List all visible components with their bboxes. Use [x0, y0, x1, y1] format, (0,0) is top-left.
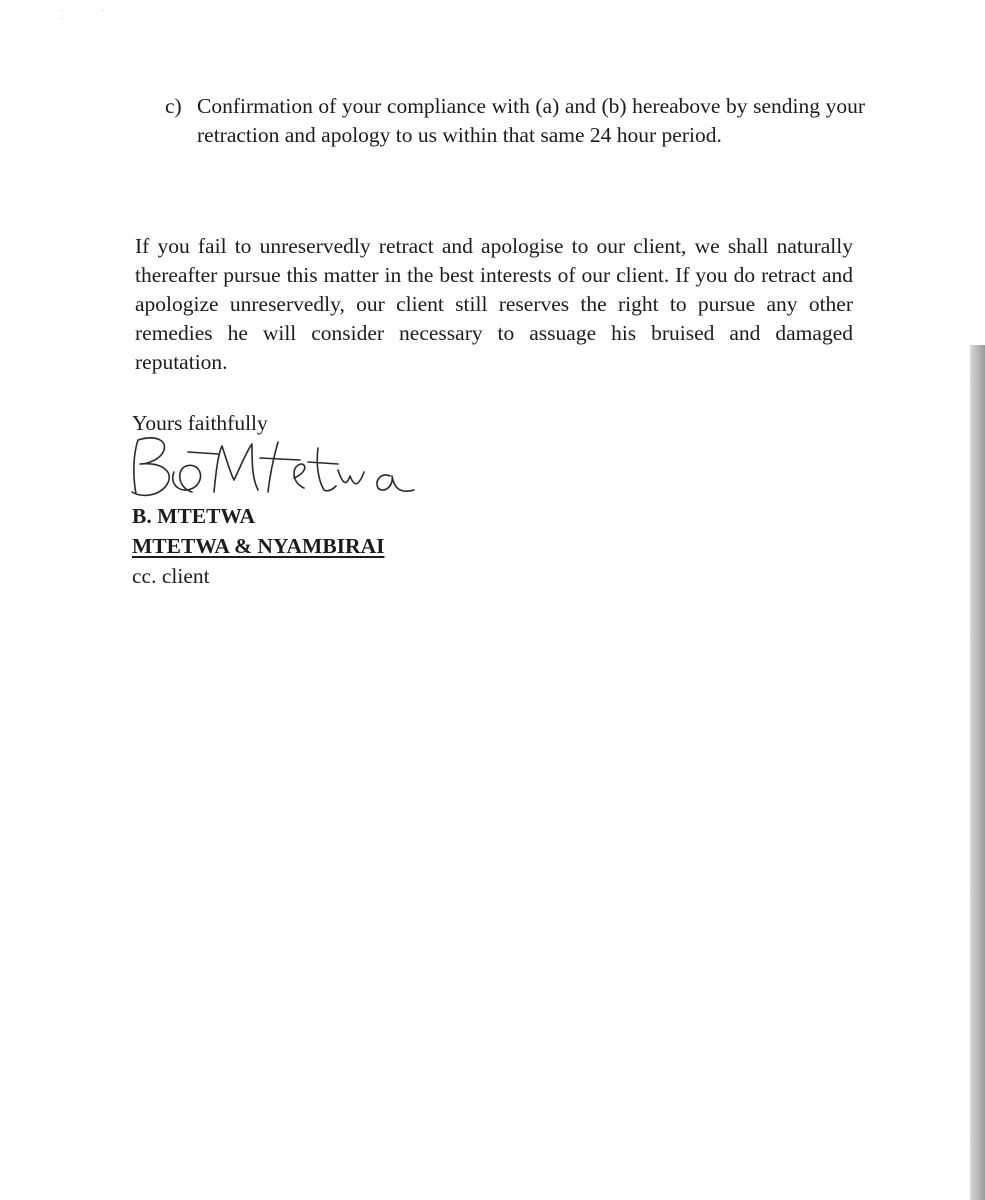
handwritten-signature [118, 432, 438, 512]
body-paragraph: If you fail to unreservedly retract and apologise to our client, we shall naturally thereafter pursue this matter in the best interests of our client. If you do retract and apologize unreservedly, our client still reserves the right to pursue any other remedies he will consider necessary to assuage his bruised and damaged reputation. [135, 234, 853, 374]
list-item-c [165, 92, 865, 150]
list-marker: c) [165, 94, 182, 118]
list-item-text: Confirmation of your compliance with (a) and (b) hereabove by sending your retraction and apology to us within that same 24 hour period. [197, 94, 865, 147]
firm-name: MTETWA & NYAMBIRAI [132, 534, 385, 558]
scan-edge-shadow [970, 345, 985, 1200]
closing-salutation: Yours faithfully [132, 411, 268, 435]
signatory-name: B. MTETWA [132, 504, 256, 528]
cc-line: cc. client [132, 564, 210, 588]
scan-marks: · · · [60, 6, 124, 25]
